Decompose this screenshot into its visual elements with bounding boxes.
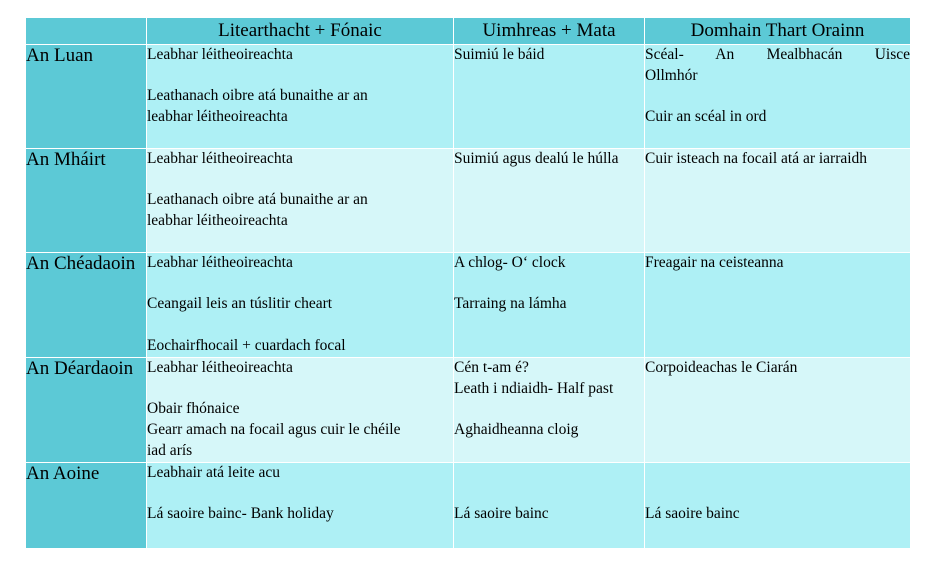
day-cell: An Déardaoin (26, 358, 147, 463)
cell-line: Tarraing na lámha (454, 295, 567, 313)
weekly-schedule-table (25, 17, 911, 549)
cell-line: Cuir isteach na focail atá ar iarraidh (645, 150, 868, 167)
day-cell: An Luan (26, 45, 147, 149)
world-cell (645, 253, 911, 358)
cell-line: Leath i ndiaidh- Half past (454, 379, 614, 397)
table-row (26, 358, 911, 463)
cell-line: Suimiú agus dealú le húlla (454, 150, 619, 167)
cell-line (645, 86, 910, 107)
cell-line: Obair fhónaice (147, 400, 240, 418)
maths-cell (454, 45, 645, 149)
cell-line (147, 315, 453, 336)
cell-line: Lá saoire bainc (645, 505, 740, 523)
literacy-cell (147, 149, 454, 253)
cell-line (147, 66, 453, 87)
header-corner-cell (26, 18, 147, 45)
world-cell (645, 45, 911, 149)
cell-line: Ollmhór (645, 66, 698, 84)
cell-line: iad arís (147, 441, 193, 459)
cell-line (147, 274, 453, 295)
cell-line (147, 379, 453, 400)
cell-line: Leabhar léitheoireachta (147, 46, 293, 63)
cell-line: Cén t-am é? (454, 359, 529, 376)
literacy-cell (147, 253, 454, 358)
cell-line: Leabhar léitheoireachta (147, 254, 293, 271)
cell-line: Cuir an scéal in ord (645, 108, 767, 126)
world-cell (645, 463, 911, 549)
day-cell: An Mháirt (26, 149, 147, 253)
maths-cell (454, 358, 645, 463)
maths-cell (454, 149, 645, 253)
cell-line: A chlog- O‘ clock (454, 254, 566, 271)
cell-line: Suimiú le báid (454, 46, 545, 63)
cell-line: Ceangail leis an túslitir cheart (147, 295, 333, 313)
cell-line (147, 170, 453, 191)
world-cell (645, 358, 911, 463)
cell-line (454, 463, 644, 484)
day-cell: An Aoine (26, 463, 147, 549)
header-maths: Uimhreas + Mata (454, 18, 645, 45)
cell-line: Leabhar léitheoireachta (147, 359, 293, 376)
cell-line: leabhar léitheoireachta (147, 212, 288, 230)
literacy-cell (147, 45, 454, 149)
cell-line: Leathanach oibre atá bunaithe ar an (147, 191, 368, 209)
header-world: Domhain Thart Orainn (645, 18, 911, 45)
cell-line (645, 484, 910, 505)
cell-line: Lá saoire bainc- Bank holiday (147, 505, 334, 523)
maths-cell (454, 253, 645, 358)
cell-line (454, 484, 644, 505)
header-row (26, 18, 911, 45)
header-literacy: Litearthacht + Fónaic (147, 18, 454, 45)
table-row (26, 463, 911, 549)
cell-line: Corpoideachas le Ciarán (645, 359, 798, 376)
cell-line: Leabhair atá leite acu (147, 464, 280, 481)
cell-line: Scéal- An Mealbhacán Uisce (645, 46, 910, 63)
cell-line (645, 463, 910, 484)
cell-line: leabhar léitheoireachta (147, 108, 288, 126)
literacy-cell (147, 358, 454, 463)
cell-line: Leathanach oibre atá bunaithe ar an (147, 87, 368, 105)
cell-line (454, 274, 644, 295)
cell-line: Eochairfhocail + cuardach focal (147, 336, 346, 354)
day-cell: An Chéadaoin (26, 253, 147, 358)
world-cell (645, 149, 911, 253)
literacy-cell (147, 463, 454, 549)
table-row (26, 253, 911, 358)
cell-line: Leabhar léitheoireachta (147, 150, 293, 167)
table-row (26, 45, 911, 149)
cell-line: Gearr amach na focail agus cuir le chéile (147, 421, 401, 439)
cell-line: Freagair na ceisteanna (645, 254, 784, 271)
cell-line (454, 399, 644, 420)
cell-line: Lá saoire bainc (454, 505, 549, 523)
table-row (26, 149, 911, 253)
cell-line: Aghaidheanna cloig (454, 421, 579, 439)
maths-cell (454, 463, 645, 549)
cell-line (147, 484, 453, 505)
